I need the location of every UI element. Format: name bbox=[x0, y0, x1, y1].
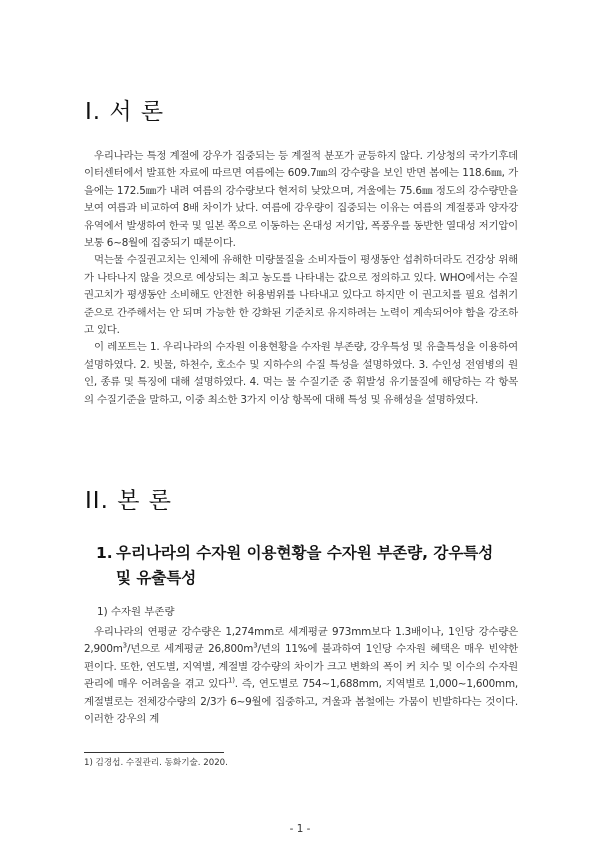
introduction-body bbox=[84, 148, 518, 409]
water-resource-body bbox=[84, 624, 518, 728]
intro-paragraph-3: 이 레포트는 1. 우리나라의 수자원 이용현황을 수자원 부존량, 강우특성 및 유출특성을 이용하여 설명하였다. 2. 빗물, 하천수, 호소수 및 지하수의 수질 특성을 설명하였다. 3. 수인성 전염병의 원인, 종류 및 특징에 대해 설명하였다. 4. 먹는 물 수질기준 중 휘발성 유기물질에 해당하는 각 항목의 수질기준을 말하고, 이중 최소한 3가지 이상 항목에 대해 특성 및 유해성을 설명하였다. bbox=[84, 341, 518, 406]
section-heading-introduction: I. 서 론 bbox=[85, 99, 165, 125]
subsection-title-line1: 우리나라의 수자원 이용현황을 수자원 부존량, 강우특성 bbox=[116, 544, 494, 562]
intro-paragraph-2: 먹는물 수질권고치는 인체에 유해한 미량물질을 소비자들이 평생동안 섭취하더라도 건강상 위해가 나타나지 않을 것으로 예상되는 최고 농도를 나타내는 값으로 정의하고 있다. WHO에서는 수질권고치가 평생동안 소비해도 안전한 허용범위를 나타내고 있다고 하지만 이 권고치를 필요 섭취기준으로 간주해서는 안 되며 가능한 한 강화된 기준치로 유지하려는 노력이 계속되어야 함을 강조하고 있다. bbox=[84, 254, 518, 337]
section-heading-body: II. 본 론 bbox=[85, 488, 172, 514]
footnote-divider bbox=[84, 752, 224, 753]
subsection-number: 1. bbox=[96, 544, 113, 562]
superscript-3: 3 bbox=[253, 641, 258, 650]
intro-paragraph-1: 우리나라는 특정 계절에 강우가 집중되는 등 계절적 분포가 균등하지 않다. 기상청의 국가기후데이터센터에서 발표한 자료에 따르면 여름에는 609.7㎜의 강수량을 보인 반면 봄에는 118.6㎜, 가을에는 172.5㎜가 내려 여름의 강수량보다 현저히 낮았으며, 겨울에는 75.6㎜ 정도의 강수량만을 보여 여름과 비교하여 8배 차이가 났다. 여름에 강우량이 집중되는 이유는 여름의 계절풍과 양자강 유역에서 발생하여 한국 및 일본 쪽으로 이동하는 온대성 저기압, 폭풍우를 동반한 열대성 저기압이 보통 6~8월에 집중되기 때문이다. bbox=[84, 150, 518, 250]
paragraph-text-d: . 즉, 연도별로 754~1,688mm, 지역별로 1,000~1,600mm, 계절별로는 전체강수량의 2/3가 6~9월에 집중하고, 겨울과 봄철에는 가뭄이 빈발하다는 것이다. 이러한 강우의 계 bbox=[84, 678, 519, 726]
subsubsection-heading: 1) 수자원 부존량 bbox=[97, 606, 175, 618]
superscript-3: 3 bbox=[122, 641, 127, 650]
footnote-reference[interactable]: 1) bbox=[227, 676, 235, 685]
subsection-heading bbox=[96, 541, 516, 591]
footnote: 1) 김경섭. 수질관리. 동화기술. 2020. bbox=[84, 758, 228, 768]
paragraph-text-c: /년의 11%에 불과하여 1인당 수자원 혜택은 매우 빈약한 편이다. 또한, 연도별, 지역별, 계절별 강수량의 차이가 크고 변화의 폭이 커 치수 및 이수의 수자원관리에 매우 어려움을 겪고 있다 bbox=[84, 643, 518, 691]
page-number: - 1 - bbox=[289, 823, 311, 835]
paragraph-text-b: /년으로 세계평균 26,800m bbox=[126, 643, 254, 656]
subsection-title-line2: 및 유출특성 bbox=[116, 569, 197, 587]
water-resource-paragraph bbox=[84, 624, 518, 728]
paragraph-text-a: 우리나라의 연평균 강수량은 1,274mm로 세계평균 973mm보다 1.3배이나, 1인당 강수량은 2,900m bbox=[84, 626, 518, 656]
